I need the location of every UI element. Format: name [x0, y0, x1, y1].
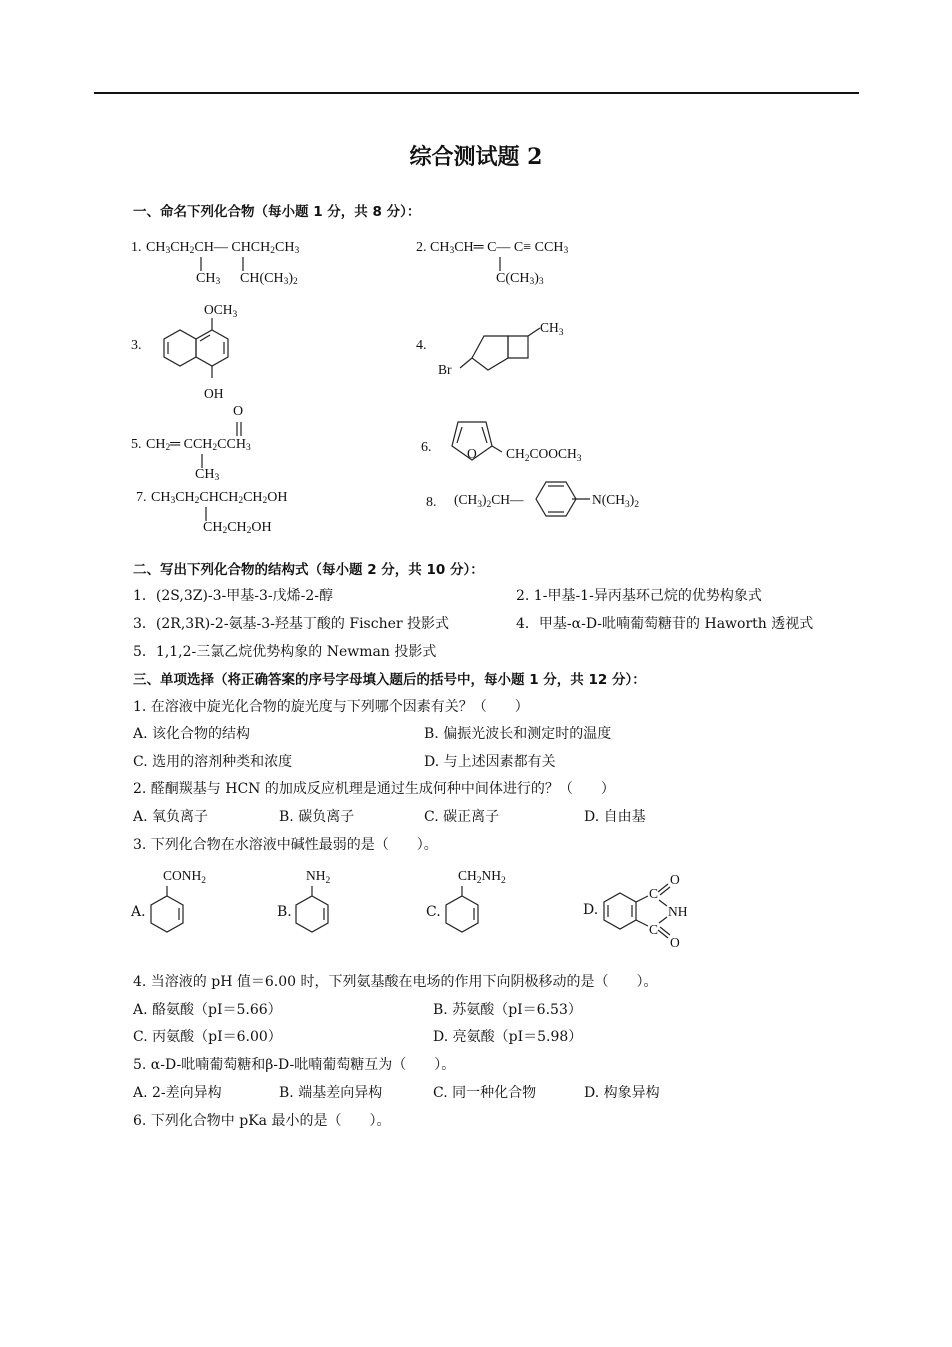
- section3-heading: 三、单项选择（将正确答案的序号字母填入题后的括号中，每小题 1 分，共 12 分）：: [133, 672, 646, 688]
- section2-item-2: 2. 1-甲基-1-异丙基环己烷的优势构象式: [516, 588, 762, 604]
- q1-option-d: D. 与上述因素都有关: [424, 754, 556, 770]
- page-title: 综合测试题 2: [409, 144, 543, 170]
- svg-text:N(CH3)2: $N(CH_3)_2$: [592, 492, 639, 510]
- q2-option-b: B. 碳负离子: [279, 809, 355, 825]
- compound-2-bond: [490, 256, 510, 272]
- section2-heading: 二、写出下列化合物的结构式（每小题 2 分，共 10 分）：: [133, 562, 484, 578]
- q3-option-d-phthalimide-structure: [598, 866, 708, 956]
- compound-4-bicyclic-structure: [430, 312, 580, 384]
- section2-item-1: 1．(2S,3Z)-3-甲基-3-戊烯-2-醇: [133, 588, 334, 604]
- compound-1-main-chain: $CH_3CH_2CH—$ $CHCH_2CH_3$: [146, 240, 300, 256]
- svg-text:Br: Br: [438, 362, 452, 377]
- q4-stem: 4. 当溶液的 pH 值＝6.00 时，下列氨基酸在电场的作用下向阴极移动的是（ ）。: [133, 974, 658, 990]
- svg-text:CH3: $CH_3$: [540, 320, 564, 338]
- svg-text:O: O: [670, 935, 680, 950]
- q4-option-b: B. 苏氨酸（pI＝6.53）: [433, 1002, 582, 1018]
- compound-2-branch: $C(CH_3)_3$: [496, 271, 544, 287]
- compound-1-bonds: [190, 256, 250, 272]
- q5-option-c: C. 同一种化合物: [433, 1085, 537, 1101]
- section2-item-3: 3．(2R,3R)-2-氨基-3-羟基丁酸的 Fischer 投影式: [133, 616, 450, 632]
- q4-option-a: A. 酪氨酸（pI＝5.66）: [133, 1002, 282, 1018]
- compound-3-label: 3.: [131, 338, 142, 353]
- q4-option-d: D. 亮氨酸（pI＝5.98）: [433, 1029, 583, 1045]
- q3-option-c: C.: [426, 904, 441, 920]
- q2-option-d: D. 自由基: [584, 809, 646, 825]
- svg-text:NH2: $NH_2$: [306, 868, 331, 886]
- q1-stem: 1. 在溶液中旋光化合物的旋光度与下列哪个因素有关？（ ）: [133, 699, 529, 715]
- compound-5-carbonyl-bond: [232, 421, 248, 437]
- compound-1-label: 1.: [131, 240, 142, 255]
- compound-7-branch: $CH_2CH_2OH$: [203, 520, 272, 536]
- q4-option-c: C. 丙氨酸（pI＝6.00）: [133, 1029, 282, 1045]
- compound-8-label: 8.: [426, 495, 437, 510]
- compound-2-main-chain: $CH_3CH═$ C— $C\equiv CCH_3$: [430, 240, 569, 256]
- q3-stem: 3. 下列化合物在水溶液中碱性最弱的是（ ）。: [133, 837, 438, 853]
- compound-7-main-chain: $CH_3CH_2CHCH_2CH_2OH$: [151, 490, 288, 506]
- svg-text:NH: NH: [668, 904, 688, 919]
- section2-item-5: 5．1,1,2-三氯乙烷优势构象的 Newman 投影式: [133, 644, 437, 660]
- q3-option-b-aniline-structure: [290, 864, 360, 936]
- q3-option-a-benzamide-structure: [145, 864, 235, 936]
- q5-option-b: B. 端基差向异构: [279, 1085, 383, 1101]
- q3-option-b: B.: [277, 904, 292, 920]
- q5-stem: 5. α-D-吡喃葡萄糖和β-D-吡喃葡萄糖互为（ ）。: [133, 1057, 456, 1073]
- compound-3-naphthalene-structure: [140, 298, 260, 408]
- svg-text:CH2NH2: $CH_2NH_2$: [458, 868, 506, 886]
- compound-4-label: 4.: [416, 338, 427, 353]
- q2-stem: 2. 醛酮羰基与 HCN 的加成反应机理是通过生成何种中间体进行的？（ ）: [133, 781, 615, 797]
- q3-option-c-benzylamine-structure: [440, 864, 540, 936]
- compound-6-label: 6.: [421, 440, 432, 455]
- compound-5-label: 5.: [131, 437, 142, 452]
- svg-text:OH: OH: [204, 386, 224, 401]
- q1-option-b: B. 偏振光波长和测定时的温度: [424, 726, 612, 742]
- svg-text:(CH3)2CH—: $(CH_3)_2CH—$: [454, 492, 524, 510]
- q2-option-c: C. 碳正离子: [424, 809, 500, 825]
- svg-text:CH2COOCH3: $CH_2COOCH_3$: [506, 446, 582, 464]
- q3-option-d: D.: [583, 902, 599, 918]
- compound-2-label: 2.: [416, 240, 427, 255]
- svg-text:C: C: [649, 922, 659, 937]
- svg-text:O: O: [467, 446, 477, 461]
- svg-text:C: C: [649, 886, 659, 901]
- q3-option-a: A.: [131, 904, 146, 920]
- svg-text:CONH2: $CONH_2$: [163, 868, 207, 886]
- compound-8-benzene-structure: [450, 476, 660, 522]
- q6-stem: 6. 下列化合物中 pKa 最小的是（ ）。: [133, 1113, 391, 1129]
- section1-heading: 一、命名下列化合物（每小题 1 分，共 8 分）：: [133, 204, 421, 220]
- compound-5-main-chain: $CH_2═$ $CCH_2CCH_3$: [146, 437, 251, 453]
- compound-7-label: 7.: [136, 490, 147, 505]
- q5-option-d: D. 构象异构: [584, 1085, 660, 1101]
- compound-1-branch-2: $CH(CH_3)_2$: [240, 271, 298, 287]
- svg-text:OCH3: $OCH_3$: [204, 302, 238, 320]
- q5-option-a: A. 2-差向异构: [133, 1085, 222, 1101]
- compound-1-branch-1: $CH_3$: [196, 271, 221, 287]
- q1-option-a: A. 该化合物的结构: [133, 726, 251, 742]
- header-rule: [94, 92, 859, 94]
- q1-option-c: C. 选用的溶剂种类和浓度: [133, 754, 293, 770]
- svg-text:O: O: [670, 872, 680, 887]
- compound-6-furan-structure: [440, 410, 610, 470]
- q2-option-a: A. 氧负离子: [133, 809, 209, 825]
- compound-5-oxygen: O: [233, 404, 244, 419]
- section2-item-4: 4．甲基-α-D-吡喃葡萄糖苷的 Haworth 透视式: [516, 616, 814, 632]
- compound-5-branch: $CH_3$: [195, 467, 220, 483]
